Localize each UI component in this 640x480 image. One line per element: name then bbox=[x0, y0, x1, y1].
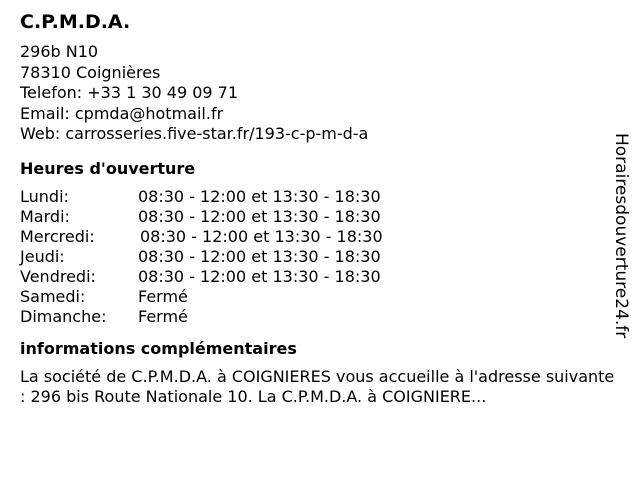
day-label: Dimanche: bbox=[20, 306, 107, 326]
day-label: Mercredi: bbox=[20, 226, 95, 246]
day-hours: Fermé bbox=[138, 286, 188, 306]
day-hours: Fermé bbox=[138, 306, 188, 326]
day-label: Mardi: bbox=[20, 206, 70, 226]
hours-row-mercredi bbox=[20, 227, 620, 247]
website[interactable]: Web: carrosseries.five-star.fr/193-c-p-m-d-a bbox=[20, 124, 369, 143]
email[interactable]: Email: cpmda@hotmail.fr bbox=[20, 103, 224, 123]
business-card bbox=[20, 10, 620, 408]
hours-row-vendredi bbox=[20, 267, 620, 287]
additional-info-text: La société de C.P.M.D.A. à COIGNIERES vous accueille à l'adresse suivante : 296 bis Route Nationale 10. La C.P.M.D.A. à COIGNIERE... bbox=[20, 366, 615, 406]
day-label: Lundi: bbox=[20, 186, 69, 206]
phone[interactable]: Telefon: +33 1 30 49 09 71 bbox=[20, 83, 239, 102]
hours-row-dimanche bbox=[20, 307, 620, 327]
day-hours: 08:30 - 12:00 et 13:30 - 18:30 bbox=[138, 206, 381, 226]
day-label: Vendredi: bbox=[20, 266, 96, 286]
hours-row-mardi bbox=[20, 207, 620, 227]
day-label: Jeudi: bbox=[20, 246, 65, 266]
day-hours: 08:30 - 12:00 et 13:30 - 18:30 bbox=[138, 186, 381, 206]
additional-info-heading: informations complémentaires bbox=[20, 338, 297, 358]
site-watermark-text: Horairesdouverture24.fr bbox=[611, 133, 631, 339]
hours-row-lundi bbox=[20, 187, 620, 207]
business-name: C.P.M.D.A. bbox=[20, 11, 131, 33]
contact-block bbox=[20, 42, 620, 145]
address-line-1: 296b N10 bbox=[20, 42, 99, 61]
day-hours: 08:30 - 12:00 et 13:30 - 18:30 bbox=[138, 246, 381, 266]
day-hours: 08:30 - 12:00 et 13:30 - 18:30 bbox=[138, 266, 381, 286]
opening-hours-heading: Heures d'ouverture bbox=[20, 158, 196, 178]
address-line-2: 78310 Coignières bbox=[20, 62, 161, 82]
day-label: Samedi: bbox=[20, 286, 86, 306]
day-hours: 08:30 - 12:00 et 13:30 - 18:30 bbox=[140, 226, 383, 246]
opening-hours-table bbox=[20, 187, 620, 327]
hours-row-samedi bbox=[20, 287, 620, 307]
hours-row-jeudi bbox=[20, 247, 620, 267]
site-watermark bbox=[612, 133, 630, 345]
